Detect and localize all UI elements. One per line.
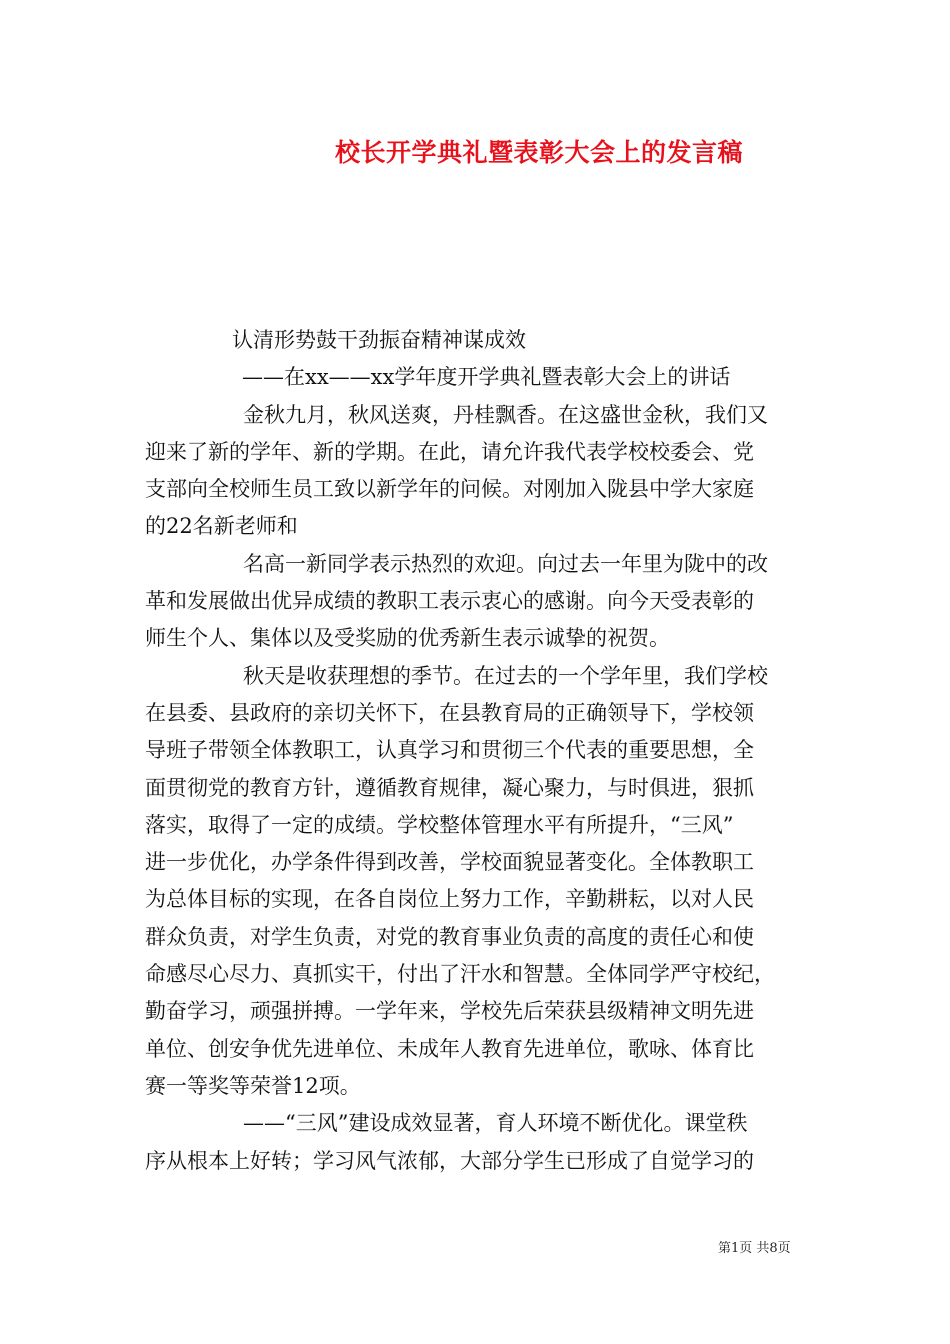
paragraph-line: 命感尽心尽力、真抓实干，付出了汗水和智慧。全体同学严守校纪，	[145, 962, 775, 987]
paragraph-line: 秋天是收获理想的季节。在过去的一个学年里，我们学校	[243, 663, 768, 688]
paragraph-line: 师生个人、集体以及受奖励的优秀新生表示诚挚的祝贺。	[145, 626, 670, 651]
paragraph-line: 赛一等奖等荣誉12项。	[145, 1073, 361, 1098]
paragraph-line: 革和发展做出优异成绩的教职工表示衷心的感谢。向今天受表彰的	[145, 589, 754, 614]
paragraph-line: 勤奋学习，顽强拼搏。一学年来，学校先后荣获县级精神文明先进	[145, 999, 754, 1024]
document-title: 校长开学典礼暨表彰大会上的发言稿	[335, 138, 744, 167]
paragraph-line: 迎来了新的学年、新的学期。在此，请允许我代表学校校委会、党	[145, 439, 754, 464]
paragraph-line: 导班子带领全体教职工，认真学习和贯彻三个代表的重要思想，全	[145, 738, 754, 763]
page-number: 第1页 共8页	[718, 1241, 791, 1256]
paragraph-line: 群众负责，对学生负责，对党的教育事业负责的高度的责任心和使	[145, 924, 754, 949]
paragraph-line: 面贯彻党的教育方针，遵循教育规律，凝心聚力，与时俱进，狠抓	[145, 775, 754, 800]
speech-heading: 认清形势鼓干劲振奋精神谋成效	[232, 328, 526, 352]
paragraph-line: 为总体目标的实现，在各自岗位上努力工作，辛勤耕耘，以对人民	[145, 887, 754, 912]
paragraph-line: 序从根本上好转；学习风气浓郁，大部分学生已形成了自觉学习的	[145, 1148, 754, 1173]
paragraph-line: 的22名新老师和	[145, 514, 298, 539]
paragraph-line: ——“三风”建设成效显著，育人环境不断优化。课堂秩	[243, 1111, 748, 1136]
paragraph-line: 支部向全校师生员工致以新学年的问候。对刚加入陇县中学大家庭	[145, 477, 754, 502]
paragraph-line: 进一步优化，办学条件得到改善，学校面貌显著变化。全体教职工	[145, 850, 754, 875]
paragraph-line: 金秋九月，秋风送爽，丹桂飘香。在这盛世金秋，我们又	[243, 402, 768, 427]
document-body	[145, 322, 810, 1180]
paragraph-line: 落实，取得了一定的成绩。学校整体管理水平有所提升，“三风”	[145, 812, 734, 837]
paragraph-line: 在县委、县政府的亲切关怀下，在县教育局的正确领导下，学校领	[145, 700, 754, 725]
speech-subheading: ——在xx——xx学年度开学典礼暨表彰大会上的讲话	[242, 365, 731, 390]
paragraph-line: 单位、创安争优先进单位、未成年人教育先进单位，歌咏、体育比	[145, 1036, 754, 1061]
paragraph-line: 名高一新同学表示热烈的欢迎。向过去一年里为陇中的改	[243, 551, 768, 576]
